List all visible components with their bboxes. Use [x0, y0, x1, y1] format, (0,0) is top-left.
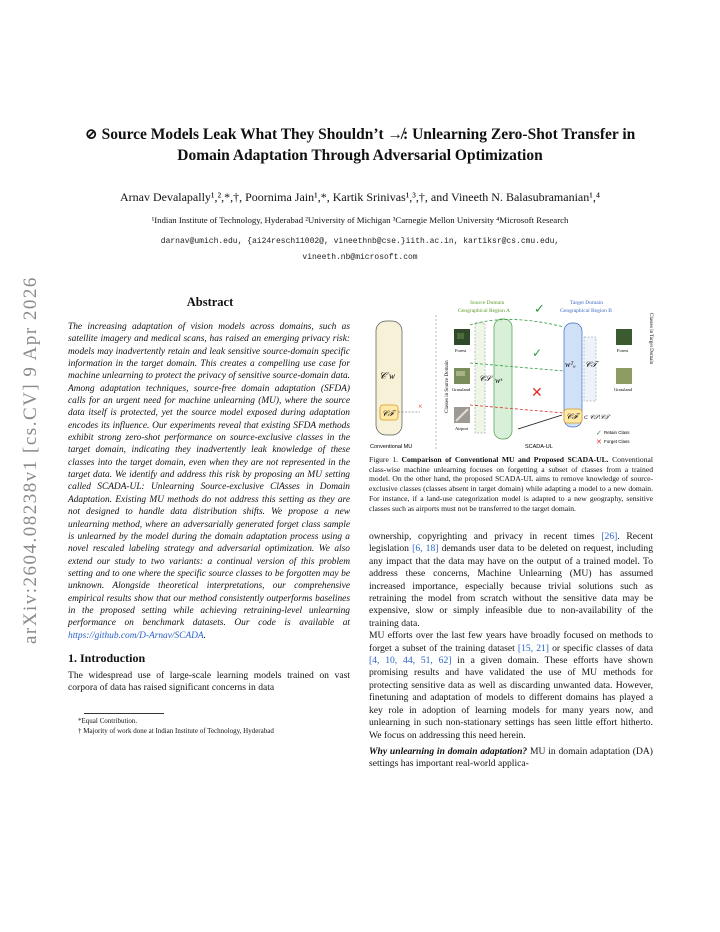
- footnote: *Equal Contribution.: [78, 717, 138, 725]
- symbol-c: 𝒞: [379, 371, 387, 382]
- legend-forget: Forget Class: [604, 439, 630, 444]
- target-class-box: [584, 337, 596, 401]
- footnote: † Majority of work done at Indian Institute of Technology, Hyderabad: [78, 727, 274, 735]
- classes-source-label: Classes in Source Domain: [445, 360, 450, 413]
- legend-check-icon: ✓: [596, 429, 602, 437]
- symbol-subset: ⊂ 𝒞𝒮\𝒞𝒯: [583, 415, 610, 421]
- abstract-heading: Abstract: [186, 295, 234, 309]
- forest-label-tgt: Forest: [617, 348, 629, 353]
- airport-label: Airport: [455, 426, 469, 431]
- forest-label-src: Forest: [455, 348, 467, 353]
- paragraph: ownership, copyrighting and privacy in recent times [26]. Recent legislation [6, 18] demands user data to be deleted on request, including any impact that the data may have on the output of a trained model. To address these concerns, Machine Unlearning (MU) has assumed increased importance, especially because trivial solutions such as retraining the model from scratch without the sensitive data may be expensive, slow or simply infeasible due to non-availability of the training data.: [369, 531, 654, 629]
- citation[interactable]: [4, 10, 44, 51, 62]: [369, 655, 452, 667]
- paper-title: ⊘ Source Models Leak What They Shouldn’t ↛: Unlearning Zero-Shot Transfer in Domain Adaptation Through Adversarial Optimization: [84, 126, 636, 164]
- figure-caption: [369, 455, 653, 513]
- caption-text: Conventional class-wise machine unlearning focuses on forgetting a subset of classes from a trained model. On the other hand, the proposed SCADA-UL aims to remove knowledge of source-exclusive classes (classes absent in target domain) while adapting a model to a new domain. For instance, if a land-use categorization model is adapted to a new geography, sensitive classes such as airports must not be transferred to the target domain.: [369, 455, 654, 513]
- target-region-label: Geographical Region B: [560, 308, 612, 314]
- citation[interactable]: [26]: [601, 531, 618, 542]
- caption-label: Figure 1.: [369, 455, 399, 464]
- target-domain-label: Target Domain: [570, 300, 603, 306]
- ws-arrow: [518, 415, 562, 429]
- email-line: vineeth.nb@microsoft.com: [302, 253, 418, 262]
- abstract-text: The increasing adaptation of vision models across domains, such as satellite imagery and medical scans, has raised an emerging privacy risk: models may inadvertently retain and leak sensitive source-domain specific information in the target domain. This creates a compelling use case for machine unlearning to protect the privacy of sensitive source-domain data. Among adaptation techniques, source-free domain adaptation (SFDA) calls for an urgent need for machine unlearning (MU), where the source data itself is protected, yet the source model exposed during adaptation encodes its influence. Our experiments reveal that existing SFDA methods exhibit strong zero-shot performance on source-exclusive classes in the target domain, indicating they inadvertently leak knowledge of these classes into the target domain, even when they are not represented in the target data. We identify and address this risk by proposing an MU setting called SCADA-UL: Unlearning Source-exclusive ClAsses in Domain Adaptation. Existing MU methods do not address this setting as they are not designed to handle data distribution shifts. We propose a new unlearning method, where an adversarially generated forget class sample is unlearned by the model during the domain adaptation process using a novel rescaled labeling strategy and adversarial optimization. We also extend our study to two variants: a continual version of this problem setting and to one where the specific source classes to be forgotten may be unknown. Alongside theoretical interpretations, our comprehensive empirical results show that our method consistently outperforms baselines in the proposed setting while achieving retraining-level unlearning performance on benchmark datasets. Our code is available at: [68, 322, 350, 629]
- email-line: darnav@umich.edu, {ai24resch11002@, vineethnb@cse.}iith.ac.in, kartiksr@cs.cmu.edu,: [160, 237, 560, 246]
- symbol-cf-target: 𝒞ℱ: [566, 412, 578, 421]
- source-domain-label: Source Domain: [470, 300, 505, 306]
- scada-label: SCADA-UL: [525, 444, 553, 450]
- symbol-ct: 𝒞𝒯: [585, 360, 597, 369]
- grassland-image-target: [616, 368, 632, 384]
- section-heading: 1. Introduction: [68, 651, 146, 665]
- cross-icon: ×: [418, 402, 423, 411]
- classes-target-label: Classes in Target Domain: [648, 313, 653, 365]
- footnote-rule: [84, 713, 164, 714]
- footnotes: [78, 716, 358, 736]
- abstract-body: The increasing adaptation of vision models across domains, such as satellite imagery and medical scans, has raised an emerging privacy risk: models may inadvertently retain and leak sensitive source-domain specific information in the target domain. This creates a compelling use case for machine unlearning to protect the privacy of sensitive source-domain data. Among adaptation techniques, source-free domain adaptation (SFDA) calls for an urgent need for machine unlearning (MU), where the source data itself is protected, yet the source model exposed during adaptation encodes its influence. Our experiments reveal that existing SFDA methods exhibit strong zero-shot performance on source-exclusive classes in the target domain, indicating they inadvertently leak knowledge of these classes into the target domain, even when they are not represented in the target data. We identify and address this risk by proposing an MU setting called SCADA-UL: Unlearning Source-exclusive ClAsses in Domain Adaptation. Existing MU methods do not address this setting as they are not designed to handle data distribution shifts. We propose a new unlearning method, where an adversarially generated forget class sample is unlearned by the model during the domain adaptation process using a novel rescaled labeling strategy and adversarial optimization. We also extend our study to two variants: a continual version of this problem setting and to one where the specific source classes to be forgotten may be unknown. Alongside theoretical interpretations, our comprehensive empirical results show that our method consistently outperforms baselines in the proposed setting while achieving retraining-level unlearning performance on benchmark datasets. Our code is available at https://github.com/D-Arnav/SCADA.: [68, 322, 350, 641]
- symbol-cf: 𝒞ℱ: [382, 409, 394, 418]
- grassland-label-src: Grassland: [452, 387, 470, 392]
- grassland-label-tgt: Grassland: [614, 387, 632, 392]
- intro-paragraph: The widespread use of large-scale learning models trained on vast corpora of data has raised significant concerns in data: [68, 670, 350, 694]
- authors: Arnav Devalapally¹,²,*,†, Poornima Jain¹,*, Kartik Srinivas¹,³,†, and Vineeth N. Balasubramanian¹,⁴: [119, 190, 601, 204]
- intro-column-2: [369, 531, 653, 771]
- forest-image-target: [616, 329, 632, 345]
- symbol-wt: wᵀᵤ: [565, 360, 576, 369]
- conventional-label: Conventional MU: [370, 444, 413, 450]
- caption-bold: Comparison of Conventional MU and Proposed SCADA-UL.: [401, 455, 609, 464]
- symbol-cs: 𝒞𝒮: [479, 374, 492, 383]
- symbol-ws: wˢ: [495, 376, 503, 385]
- legend-cross-icon: ✕: [596, 438, 602, 446]
- emails: [60, 234, 660, 266]
- paragraph: Why unlearning in domain adaptation? MU in domain adaptation (DA) settings has important real-world applica-: [369, 745, 653, 770]
- arxiv-stamp: arXiv:2604.08238v1 [cs.CV] 9 Apr 2026: [20, 276, 41, 644]
- legend-retain: Retain Class: [604, 430, 630, 435]
- check-icon: ✓: [532, 346, 543, 360]
- figure-1: [368, 293, 654, 453]
- check-icon: ✓: [534, 301, 545, 316]
- code-link[interactable]: https://github.com/D-Arnav/SCADA: [68, 630, 204, 641]
- paragraph: MU efforts over the last few years have broadly focused on methods to forget a subset of the training dataset [15, 21] or specific classes of data [4, 10, 44, 51, 62] in a given domain. These efforts have shown promising results and have validated the use of MU methods for protecting sensitive data as well as discarding unwanted data. However, finetuning and adaptation of models to different domains has played a key role in adoption of learning models for many years now, and unlearning in such non-stationary settings has seen little effort hitherto. We focus on addressing this need herein.: [369, 630, 654, 741]
- citation[interactable]: [15, 21]: [517, 642, 550, 654]
- source-region-label: Geographical Region A: [458, 308, 510, 314]
- run-in-heading: Why unlearning in domain adaptation?: [369, 745, 528, 757]
- cross-icon: ✕: [531, 386, 543, 401]
- affiliations: ¹Indian Institute of Technology, Hyderabad ²University of Michigan ³Carnegie Mellon University ⁴Microsoft Research: [151, 215, 569, 225]
- symbol-w: w: [389, 371, 396, 381]
- citation[interactable]: [6, 18]: [412, 543, 439, 555]
